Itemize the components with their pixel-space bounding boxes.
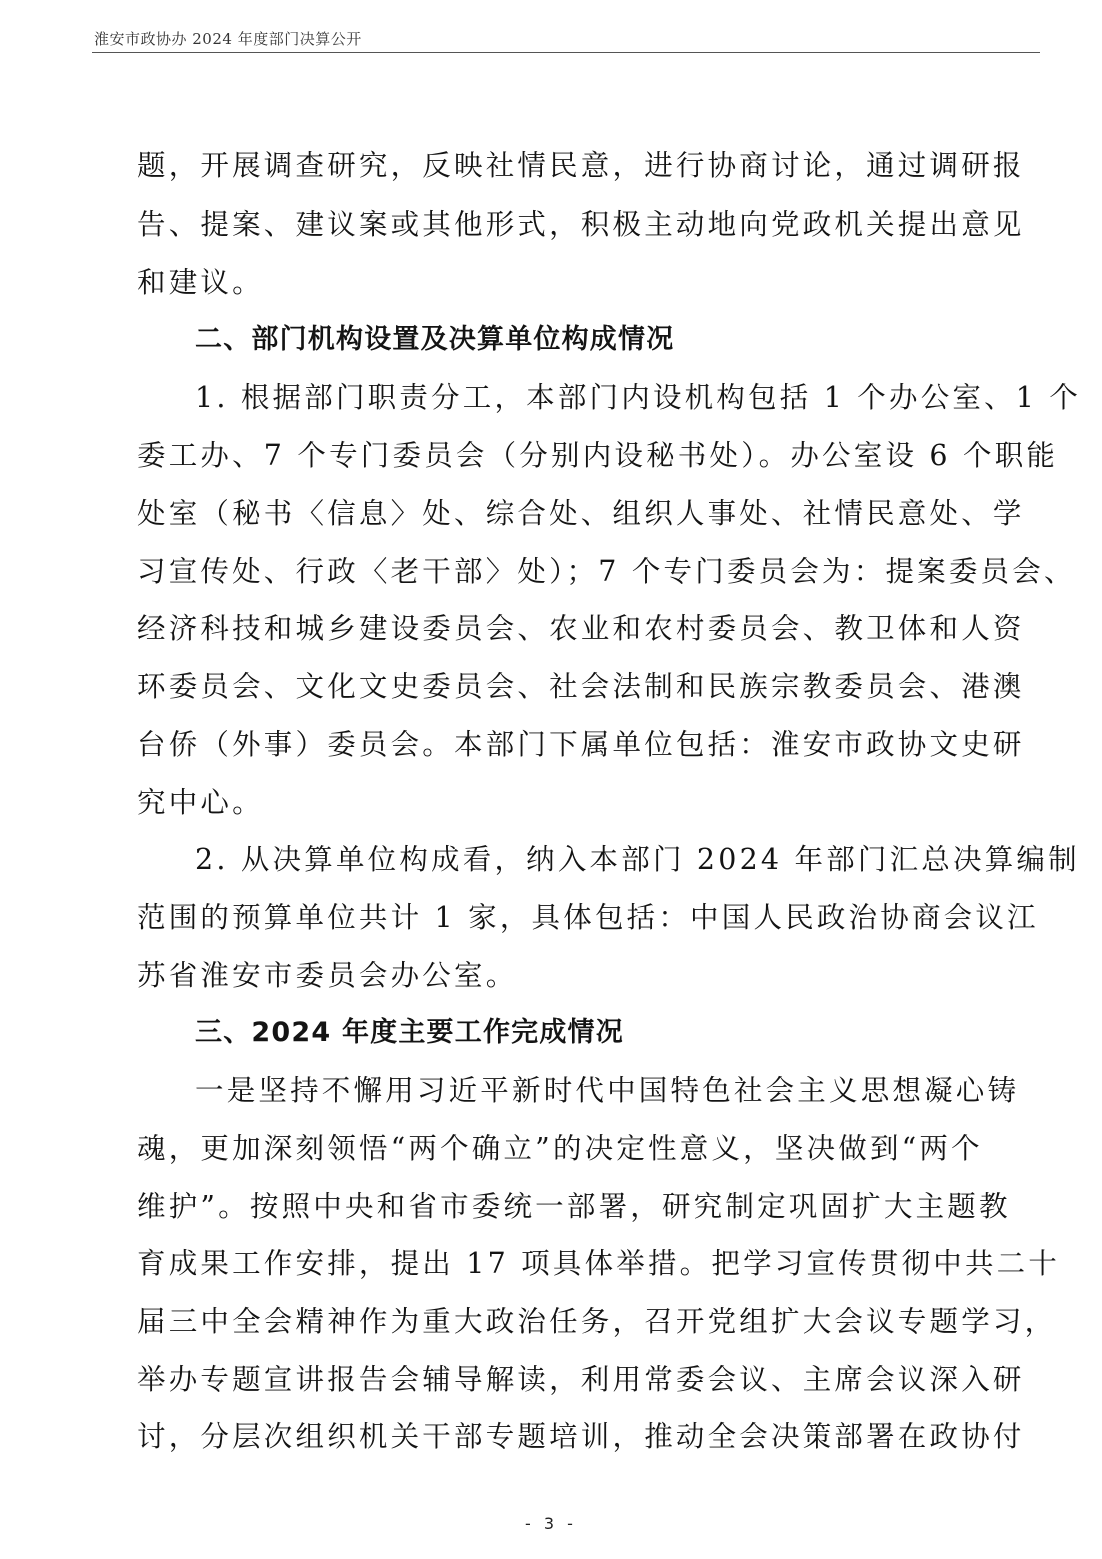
- paragraph-line: 育成果工作安排，提出 17 项具体举措。把学习宣传贯彻中共二十: [137, 1247, 1061, 1280]
- paragraph-line: 2. 从决算单位构成看，纳入本部门 2024 年部门汇总决算编制: [195, 843, 1080, 876]
- paragraph-line: 处室（秘书〈信息〉处、综合处、组织人事处、社情民意处、学: [137, 497, 1025, 530]
- paragraph-line: 和建议。: [137, 266, 264, 299]
- section-heading-2: 二、部门机构设置及决算单位构成情况: [195, 324, 675, 355]
- section-heading-3: 三、2024 年度主要工作完成情况: [195, 1017, 624, 1048]
- paragraph-line: 范围的预算单位共计 1 家，具体包括：中国人民政治协商会议江: [137, 901, 1039, 934]
- paragraph-line: 习宣传处、行政〈老干部〉处）；7 个专门委员会为：提案委员会、: [137, 555, 1076, 588]
- paragraph-line: 讨，分层次组织机关干部专题培训，推动全会决策部署在政协付: [137, 1420, 1025, 1453]
- paragraph-line: 题，开展调查研究，反映社情民意，进行协商讨论，通过调研报: [137, 149, 1025, 182]
- paragraph-line: 委工办、7 个专门委员会（分别内设秘书处）。办公室设 6 个职能: [137, 439, 1059, 472]
- paragraph-line: 魂，更加深刻领悟“两个确立”的决定性意义，坚决做到“两个: [137, 1132, 983, 1165]
- document-header-title: 淮安市政协办 2024 年度部门决算公开: [94, 30, 362, 48]
- paragraph-line: 维护”。按照中央和省市委统一部署，研究制定巩固扩大主题教: [137, 1190, 1011, 1223]
- paragraph-line: 究中心。: [137, 786, 264, 819]
- paragraph-line: 举办专题宣讲报告会辅导解读，利用常委会议、主席会议深入研: [137, 1363, 1025, 1396]
- paragraph-line: 告、提案、建议案或其他形式，积极主动地向党政机关提出意见: [137, 208, 1025, 241]
- paragraph-line: 届三中全会精神作为重大政治任务，召开党组扩大会议专题学习，: [137, 1305, 1057, 1338]
- paragraph-line: 台侨（外事）委员会。本部门下属单位包括：淮安市政协文史研: [137, 728, 1025, 761]
- paragraph-line: 环委员会、文化文史委员会、社会法制和民族宗教委员会、港澳: [137, 670, 1025, 703]
- paragraph-line: 一是坚持不懈用习近平新时代中国特色社会主义思想凝心铸: [195, 1074, 1020, 1107]
- paragraph-line: 经济科技和城乡建设委员会、农业和农村委员会、教卫体和人资: [137, 612, 1025, 645]
- page-number: - 3 -: [525, 1514, 577, 1533]
- page-header: [92, 26, 1040, 53]
- paragraph-line: 1. 根据部门职责分工，本部门内设机构包括 1 个办公室、1 个: [195, 381, 1082, 414]
- paragraph-line: 苏省淮安市委员会办公室。: [137, 959, 518, 992]
